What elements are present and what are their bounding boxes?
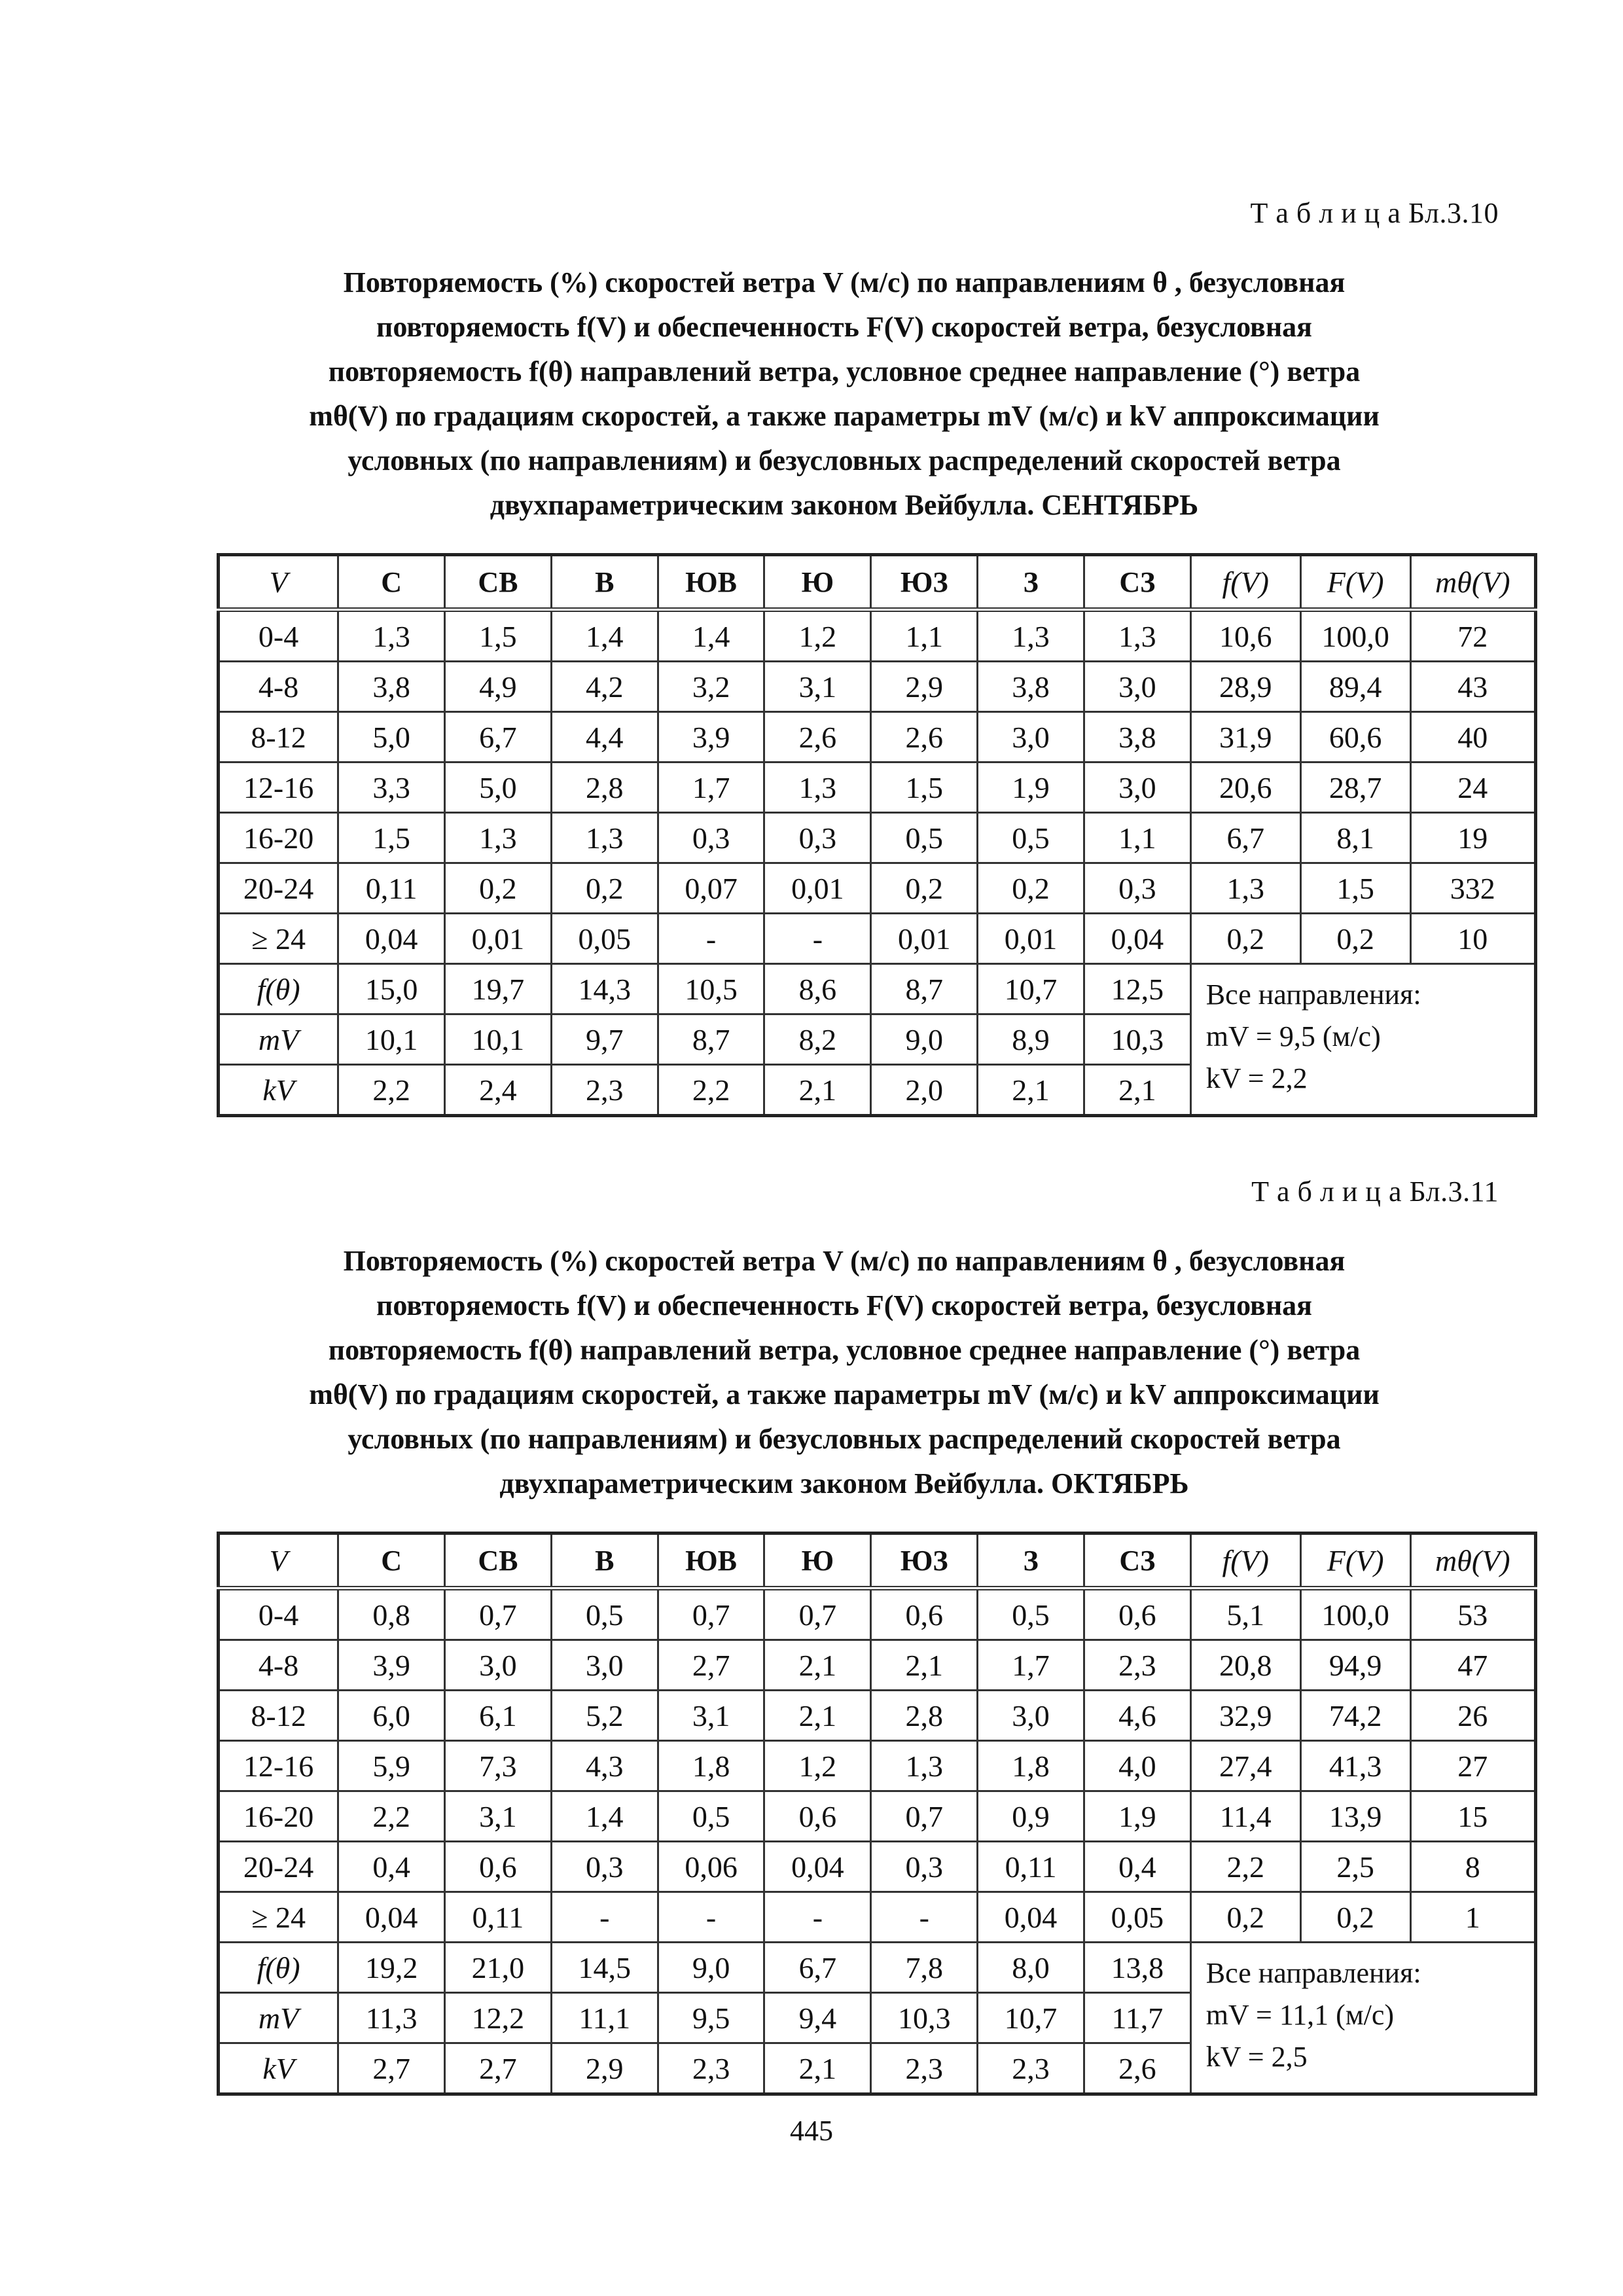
table-cell: 0,3	[764, 813, 871, 863]
column-header: С	[338, 555, 445, 610]
table-cell: 3,0	[1084, 762, 1190, 813]
table-cell: 4,6	[1084, 1691, 1190, 1741]
table-cell: 0,7	[658, 1588, 764, 1640]
table-caption	[216, 260, 1472, 528]
table-cell: 0,04	[338, 914, 445, 964]
table-cell: 10	[1410, 914, 1535, 964]
table-cell: 4,4	[551, 712, 658, 762]
table-cell: 1,5	[871, 762, 978, 813]
table-cell: 0,11	[338, 863, 445, 914]
table-row	[219, 1741, 1536, 1791]
caption-line: двухпараметрическим законом Вейбулла. СЕНТЯБРЬ	[490, 489, 1199, 521]
column-header: ЮЗ	[871, 1534, 978, 1588]
table-cell: 3,3	[338, 762, 445, 813]
column-header: F(V)	[1300, 555, 1410, 610]
table-cell: 3,1	[764, 662, 871, 712]
row-label: 8-12	[219, 1691, 338, 1741]
table-cell: 19,7	[445, 964, 552, 1014]
table-cell: 0,6	[764, 1791, 871, 1842]
table-cell: 1,7	[978, 1640, 1084, 1691]
table-cell: 26	[1410, 1691, 1535, 1741]
table-caption	[216, 1239, 1472, 1506]
table-cell: 3,0	[1084, 662, 1190, 712]
table-cell: 14,3	[551, 964, 658, 1014]
column-header: ЮЗ	[871, 555, 978, 610]
column-header: V	[219, 555, 338, 610]
table-cell: 1,3	[338, 610, 445, 662]
table-cell: 10,1	[338, 1014, 445, 1065]
table-cell: 0,2	[1300, 1892, 1410, 1943]
column-header: f(V)	[1190, 555, 1300, 610]
table-cell: 1,5	[1300, 863, 1410, 914]
table-cell: 15	[1410, 1791, 1535, 1842]
column-header: С	[338, 1534, 445, 1588]
table-cell: 1,2	[764, 610, 871, 662]
table-cell: 0,8	[338, 1588, 445, 1640]
table-cell: 8	[1410, 1842, 1535, 1892]
table-cell: 1,1	[871, 610, 978, 662]
table-cell: 3,1	[445, 1791, 552, 1842]
table-row	[219, 662, 1536, 712]
row-label: 12-16	[219, 762, 338, 813]
table-cell: 0,6	[1084, 1588, 1190, 1640]
table-cell: 2,3	[551, 1065, 658, 1116]
table-cell: 0,5	[551, 1588, 658, 1640]
table-cell: 41,3	[1300, 1741, 1410, 1791]
all-directions-summary	[1190, 1943, 1535, 2094]
table-cell: 2,3	[978, 2043, 1084, 2094]
caption-line: повторяемость f(V) и обеспеченность F(V) скоростей ветра, безусловная	[376, 1289, 1312, 1321]
table-cell: 15,0	[338, 964, 445, 1014]
row-label: 0-4	[219, 610, 338, 662]
table-cell: 0,04	[764, 1842, 871, 1892]
summary-line: Все направления:	[1205, 978, 1421, 1011]
table-cell: 1,4	[658, 610, 764, 662]
table-cell: 1,3	[1084, 610, 1190, 662]
column-header: В	[551, 555, 658, 610]
table-row	[219, 762, 1536, 813]
table-cell: 10,5	[658, 964, 764, 1014]
table-cell: 2,2	[338, 1791, 445, 1842]
parameter-row	[219, 1943, 1536, 1993]
row-label: 20-24	[219, 863, 338, 914]
table-cell: 5,1	[1190, 1588, 1300, 1640]
table-cell: 0,6	[871, 1588, 978, 1640]
row-label: 8-12	[219, 712, 338, 762]
table-cell: 0,3	[1084, 863, 1190, 914]
table-cell: 94,9	[1300, 1640, 1410, 1691]
table-row	[219, 1588, 1536, 1640]
table-cell: 100,0	[1300, 610, 1410, 662]
table-cell: 10,3	[871, 1993, 978, 2043]
column-header: ЮВ	[658, 555, 764, 610]
table-cell: 1,4	[551, 1791, 658, 1842]
table-cell: 9,5	[658, 1993, 764, 2043]
table-cell: 20,6	[1190, 762, 1300, 813]
table-row	[219, 1892, 1536, 1943]
table-cell: 0,5	[978, 1588, 1084, 1640]
table-cell: 1,8	[978, 1741, 1084, 1791]
table-cell: 72	[1410, 610, 1535, 662]
table-cell: 8,0	[978, 1943, 1084, 1993]
table-cell: 1,9	[1084, 1791, 1190, 1842]
table-cell: 9,7	[551, 1014, 658, 1065]
table-cell: 2,6	[871, 712, 978, 762]
table-cell: 3,8	[1084, 712, 1190, 762]
caption-line: двухпараметрическим законом Вейбулла. ОКТЯБРЬ	[499, 1467, 1189, 1499]
table-row	[219, 914, 1536, 964]
table-cell: 2,9	[551, 2043, 658, 2094]
table-cell: 0,5	[658, 1791, 764, 1842]
column-header: Ю	[764, 555, 871, 610]
row-label: kV	[219, 1065, 338, 1116]
table-cell: 0,04	[338, 1892, 445, 1943]
table-cell: -	[658, 1892, 764, 1943]
table-cell: 19,2	[338, 1943, 445, 1993]
table-cell: 3,9	[338, 1640, 445, 1691]
table-row	[219, 610, 1536, 662]
table-cell: 2,3	[1084, 1640, 1190, 1691]
table-cell: -	[764, 1892, 871, 1943]
table-cell: 1,4	[551, 610, 658, 662]
table-cell: -	[551, 1892, 658, 1943]
row-label: mV	[219, 1014, 338, 1065]
table-cell: 0,3	[658, 813, 764, 863]
summary-line: Все направления:	[1205, 1957, 1421, 1989]
column-header: В	[551, 1534, 658, 1588]
table-cell: 11,1	[551, 1993, 658, 2043]
table-label: Т а б л и ц а Бл.3.10	[1250, 197, 1499, 229]
table-cell: 2,1	[764, 1640, 871, 1691]
row-label: kV	[219, 2043, 338, 2094]
column-header: F(V)	[1300, 1534, 1410, 1588]
table-cell: 2,7	[445, 2043, 552, 2094]
summary-line: kV = 2,5	[1205, 2041, 1308, 2073]
table-cell: 19	[1410, 813, 1535, 863]
table-cell: 28,7	[1300, 762, 1410, 813]
table-cell: 7,3	[445, 1741, 552, 1791]
table-cell: 0,9	[978, 1791, 1084, 1842]
table-cell: 2,1	[871, 1640, 978, 1691]
table-cell: 8,1	[1300, 813, 1410, 863]
table-cell: 12,2	[445, 1993, 552, 2043]
row-label: 4-8	[219, 1640, 338, 1691]
table-row	[219, 813, 1536, 863]
column-header: СВ	[445, 555, 552, 610]
table-cell: -	[871, 1892, 978, 1943]
table-cell: 2,7	[338, 2043, 445, 2094]
column-header: СЗ	[1084, 1534, 1190, 1588]
column-header: З	[978, 1534, 1084, 1588]
table-cell: 0,06	[658, 1842, 764, 1892]
column-header: СЗ	[1084, 555, 1190, 610]
table-cell: 53	[1410, 1588, 1535, 1640]
table-cell: 1,5	[445, 610, 552, 662]
table-cell: 1,3	[764, 762, 871, 813]
table-cell: 27,4	[1190, 1741, 1300, 1791]
table-cell: 31,9	[1190, 712, 1300, 762]
row-label: mV	[219, 1993, 338, 2043]
table-cell: 9,0	[871, 1014, 978, 1065]
caption-line: Повторяемость (%) скоростей ветра V (м/с) по направлениям θ , безусловная	[343, 1245, 1346, 1277]
table-cell: 8,2	[764, 1014, 871, 1065]
table-cell: 2,2	[658, 1065, 764, 1116]
wind-table-september	[217, 553, 1537, 1117]
page-number: 445	[790, 2115, 833, 2147]
table-cell: 7,8	[871, 1943, 978, 1993]
row-label: 0-4	[219, 1588, 338, 1640]
column-header: Ю	[764, 1534, 871, 1588]
table-cell: 1,9	[978, 762, 1084, 813]
table-cell: 3,0	[978, 1691, 1084, 1741]
table-cell: 9,0	[658, 1943, 764, 1993]
table-cell: 13,8	[1084, 1943, 1190, 1993]
summary-line: mV = 11,1 (м/с)	[1205, 1999, 1395, 2031]
table-cell: 1,3	[1190, 863, 1300, 914]
table-cell: 5,9	[338, 1741, 445, 1791]
table-cell: 8,6	[764, 964, 871, 1014]
table-cell: 0,3	[551, 1842, 658, 1892]
table-cell: 24	[1410, 762, 1535, 813]
all-directions-summary	[1190, 964, 1535, 1116]
table-cell: 5,2	[551, 1691, 658, 1741]
table-cell: 21,0	[445, 1943, 552, 1993]
table-cell: 2,6	[1084, 2043, 1190, 2094]
table-cell: 2,1	[764, 1691, 871, 1741]
table-row	[219, 712, 1536, 762]
table-cell: 5,0	[445, 762, 552, 813]
row-label: f(θ)	[219, 964, 338, 1014]
table-cell: 11,7	[1084, 1993, 1190, 2043]
table-cell: 0,05	[1084, 1892, 1190, 1943]
column-header: f(V)	[1190, 1534, 1300, 1588]
table-cell: 0,04	[1084, 914, 1190, 964]
column-header: mθ(V)	[1410, 1534, 1535, 1588]
caption-line: mθ(V) по градациям скоростей, а также параметры mV (м/с) и kV аппроксимации	[309, 400, 1380, 432]
table-cell: 12,5	[1084, 964, 1190, 1014]
table-cell: 3,0	[445, 1640, 552, 1691]
table-cell: 0,11	[445, 1892, 552, 1943]
table-cell: 0,01	[445, 914, 552, 964]
table-cell: 2,8	[871, 1691, 978, 1741]
table-row	[219, 863, 1536, 914]
table-cell: 0,3	[871, 1842, 978, 1892]
table-row	[219, 1640, 1536, 1691]
table-cell: 8,9	[978, 1014, 1084, 1065]
table-cell: 0,7	[871, 1791, 978, 1842]
table-cell: 0,11	[978, 1842, 1084, 1892]
table-cell: 2,1	[764, 1065, 871, 1116]
table-cell: 28,9	[1190, 662, 1300, 712]
table-cell: 40	[1410, 712, 1535, 762]
table-cell: 2,8	[551, 762, 658, 813]
table-cell: 2,1	[764, 2043, 871, 2094]
table-cell: 74,2	[1300, 1691, 1410, 1741]
caption-line: условных (по направлениям) и безусловных распределений скоростей ветра	[348, 444, 1341, 476]
table-cell: 6,7	[1190, 813, 1300, 863]
table-cell: 0,2	[1190, 1892, 1300, 1943]
caption-line: повторяемость f(θ) направлений ветра, условное среднее направление (°) ветра	[328, 355, 1361, 387]
table-cell: 0,2	[551, 863, 658, 914]
column-header: ЮВ	[658, 1534, 764, 1588]
table-row	[219, 1842, 1536, 1892]
table-cell: 2,7	[658, 1640, 764, 1691]
table-cell: 47	[1410, 1640, 1535, 1691]
table-cell: 332	[1410, 863, 1535, 914]
table-cell: 0,01	[978, 914, 1084, 964]
row-label: 16-20	[219, 1791, 338, 1842]
caption-line: Повторяемость (%) скоростей ветра V (м/с) по направлениям θ , безусловная	[343, 266, 1346, 298]
column-header: З	[978, 555, 1084, 610]
table-cell: 1	[1410, 1892, 1535, 1943]
table-cell: 4,2	[551, 662, 658, 712]
table-cell: 14,5	[551, 1943, 658, 1993]
header-row	[219, 1534, 1536, 1588]
table-cell: 2,6	[764, 712, 871, 762]
table-cell: 2,3	[658, 2043, 764, 2094]
table-cell: 11,3	[338, 1993, 445, 2043]
table-cell: 3,9	[658, 712, 764, 762]
table-cell: 6,1	[445, 1691, 552, 1741]
header-row	[219, 555, 1536, 610]
table-cell: 0,4	[338, 1842, 445, 1892]
parameter-row	[219, 964, 1536, 1014]
table-cell: 8,7	[658, 1014, 764, 1065]
table-cell: 1,3	[445, 813, 552, 863]
table-cell: 1,8	[658, 1741, 764, 1791]
table-cell: 2,1	[978, 1065, 1084, 1116]
table-cell: 1,5	[338, 813, 445, 863]
table-cell: 3,8	[978, 662, 1084, 712]
row-label: ≥ 24	[219, 1892, 338, 1943]
table-cell: 1,3	[978, 610, 1084, 662]
table-cell: 2,2	[338, 1065, 445, 1116]
table-cell: 6,7	[764, 1943, 871, 1993]
table-cell: -	[764, 914, 871, 964]
table-cell: 0,4	[1084, 1842, 1190, 1892]
table-cell: 3,1	[658, 1691, 764, 1741]
table-cell: 32,9	[1190, 1691, 1300, 1741]
table-cell: 1,2	[764, 1741, 871, 1791]
caption-line: повторяемость f(V) и обеспеченность F(V) скоростей ветра, безусловная	[376, 311, 1312, 343]
table-cell: 0,6	[445, 1842, 552, 1892]
table-cell: 89,4	[1300, 662, 1410, 712]
table-cell: 0,2	[1300, 914, 1410, 964]
row-label: f(θ)	[219, 1943, 338, 1993]
summary-line: kV = 2,2	[1205, 1062, 1308, 1094]
table-cell: 0,07	[658, 863, 764, 914]
table-cell: 60,6	[1300, 712, 1410, 762]
table-cell: 1,7	[658, 762, 764, 813]
table-cell: 13,9	[1300, 1791, 1410, 1842]
table-cell: 9,4	[764, 1993, 871, 2043]
table-cell: 10,7	[978, 1993, 1084, 2043]
table-row	[219, 1691, 1536, 1741]
table-cell: 10,1	[445, 1014, 552, 1065]
table-cell: 100,0	[1300, 1588, 1410, 1640]
table-cell: 0,05	[551, 914, 658, 964]
table-cell: 6,0	[338, 1691, 445, 1741]
table-cell: 2,0	[871, 1065, 978, 1116]
table-cell: 2,1	[1084, 1065, 1190, 1116]
table-cell: 0,7	[764, 1588, 871, 1640]
table-cell: 8,7	[871, 964, 978, 1014]
table-cell: 3,0	[551, 1640, 658, 1691]
table-cell: 0,01	[764, 863, 871, 914]
caption-line: mθ(V) по градациям скоростей, а также параметры mV (м/с) и kV аппроксимации	[309, 1378, 1380, 1410]
table-cell: 0,01	[871, 914, 978, 964]
table-cell: 3,0	[978, 712, 1084, 762]
table-label: Т а б л и ц а Бл.3.11	[1251, 1175, 1499, 1208]
table-cell: 11,4	[1190, 1791, 1300, 1842]
caption-line: повторяемость f(θ) направлений ветра, условное среднее направление (°) ветра	[328, 1334, 1361, 1366]
row-label: 16-20	[219, 813, 338, 863]
column-header: mθ(V)	[1410, 555, 1535, 610]
table-cell: 3,2	[658, 662, 764, 712]
table-cell: 3,8	[338, 662, 445, 712]
summary-line: mV = 9,5 (м/с)	[1205, 1020, 1381, 1052]
table-cell: 27	[1410, 1741, 1535, 1791]
table-row	[219, 1791, 1536, 1842]
table-cell: 2,2	[1190, 1842, 1300, 1892]
table-cell: 0,5	[871, 813, 978, 863]
table-cell: 10,3	[1084, 1014, 1190, 1065]
table-cell: 4,0	[1084, 1741, 1190, 1791]
table-cell: 5,0	[338, 712, 445, 762]
table-cell: 0,2	[445, 863, 552, 914]
table-cell: 0,2	[978, 863, 1084, 914]
table-cell: 1,3	[871, 1741, 978, 1791]
wind-table-october	[217, 1532, 1537, 2096]
row-label: ≥ 24	[219, 914, 338, 964]
table-cell: 4,9	[445, 662, 552, 712]
table-cell: 0,5	[978, 813, 1084, 863]
column-header: СВ	[445, 1534, 552, 1588]
row-label: 4-8	[219, 662, 338, 712]
row-label: 12-16	[219, 1741, 338, 1791]
column-header: V	[219, 1534, 338, 1588]
table-cell: 2,4	[445, 1065, 552, 1116]
table-cell: -	[658, 914, 764, 964]
table-cell: 20,8	[1190, 1640, 1300, 1691]
table-cell: 0,04	[978, 1892, 1084, 1943]
row-label: 20-24	[219, 1842, 338, 1892]
table-cell: 10,6	[1190, 610, 1300, 662]
table-cell: 2,9	[871, 662, 978, 712]
table-cell: 43	[1410, 662, 1535, 712]
table-cell: 1,1	[1084, 813, 1190, 863]
table-cell: 0,2	[871, 863, 978, 914]
table-cell: 10,7	[978, 964, 1084, 1014]
table-cell: 4,3	[551, 1741, 658, 1791]
table-cell: 6,7	[445, 712, 552, 762]
table-cell: 0,2	[1190, 914, 1300, 964]
table-cell: 0,7	[445, 1588, 552, 1640]
table-cell: 2,3	[871, 2043, 978, 2094]
caption-line: условных (по направлениям) и безусловных распределений скоростей ветра	[348, 1423, 1341, 1455]
table-cell: 1,3	[551, 813, 658, 863]
table-cell: 2,5	[1300, 1842, 1410, 1892]
